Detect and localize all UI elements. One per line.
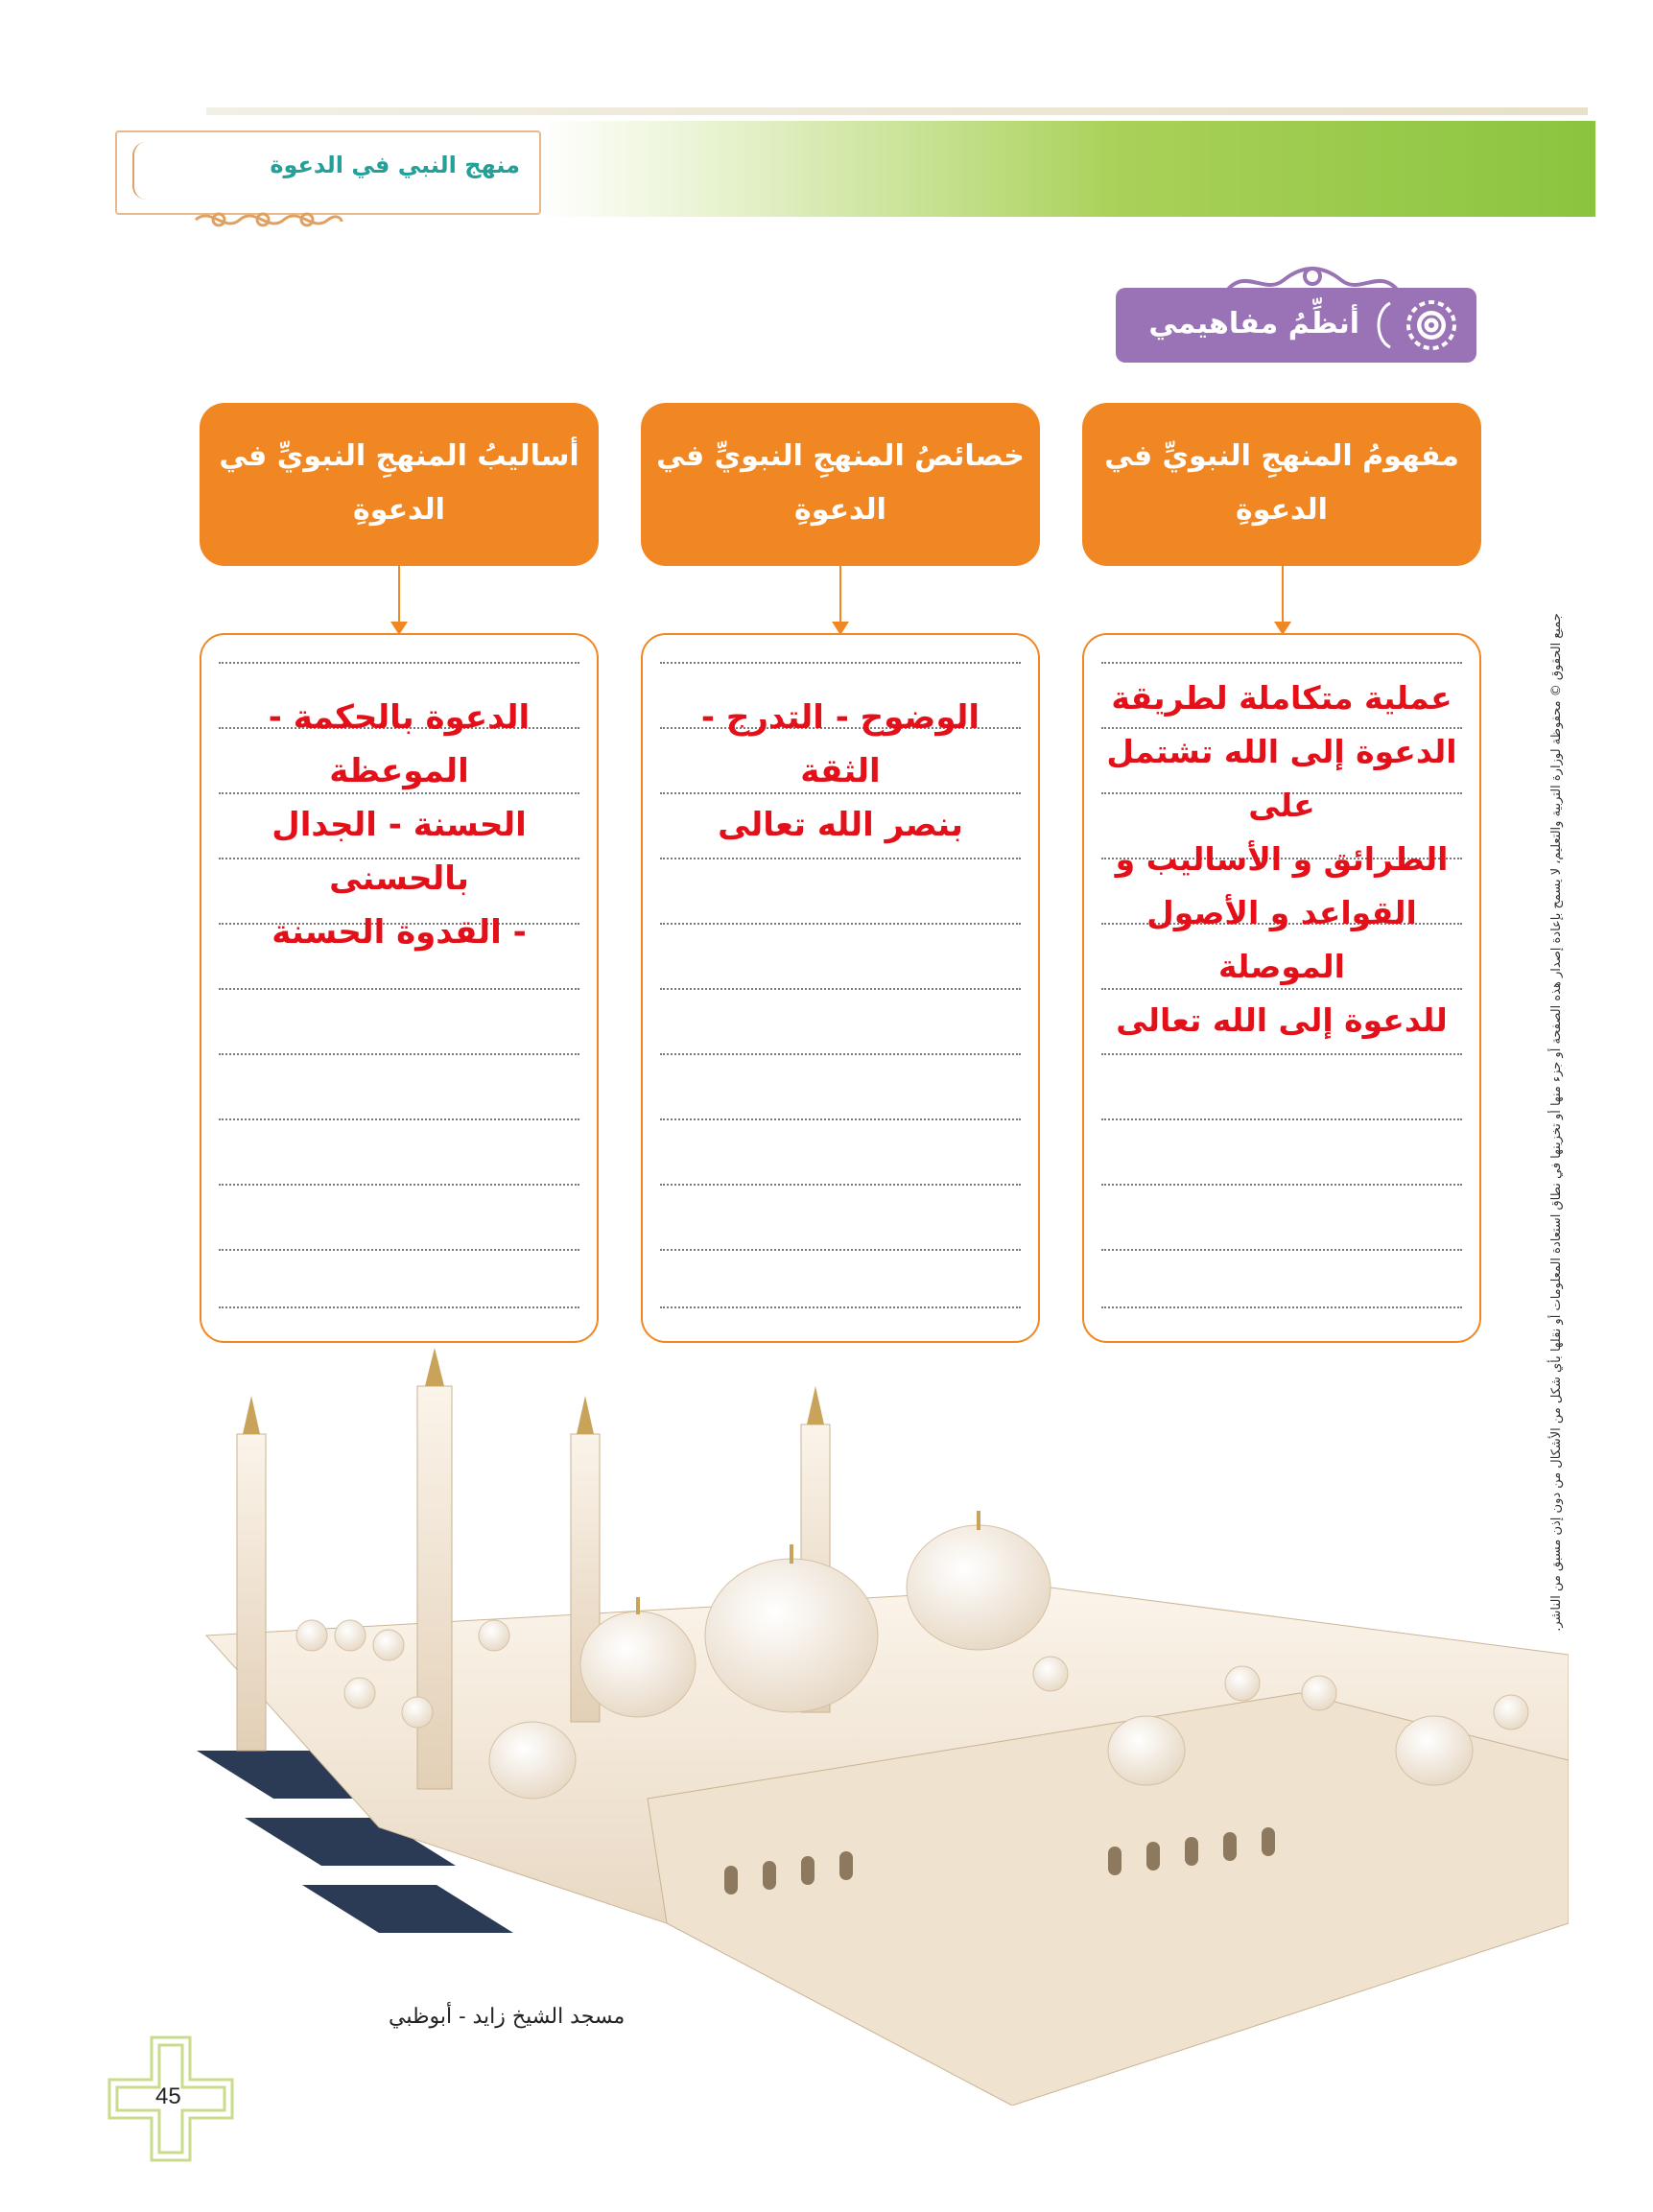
answer-line: الوضوح - التدرج - الثقة <box>700 698 980 790</box>
writing-line <box>660 923 1021 925</box>
handwritten-answer <box>217 691 581 959</box>
page-number: 45 <box>155 2083 181 2109</box>
lesson-title: منهج النبي في الدعوة <box>270 152 520 178</box>
handwritten-answer <box>658 691 1023 852</box>
answer-line: بنصر الله تعالى <box>718 806 963 844</box>
writing-line <box>1101 1118 1462 1120</box>
writing-line <box>660 662 1021 664</box>
writing-line <box>1101 1053 1462 1055</box>
answer-line: القواعد و الأصول الموصلة <box>1146 894 1417 985</box>
writing-line <box>660 858 1021 859</box>
scroll-ornament-icon <box>192 206 345 233</box>
characteristics-answer-box <box>641 633 1040 1343</box>
section-label: أنظِّمُ مفاهيمي <box>1148 307 1359 341</box>
handwritten-answer <box>1099 671 1464 1047</box>
writing-line <box>219 1118 579 1120</box>
heading-line: خصائصُ المنهجِ النبويِّ في <box>656 439 1025 473</box>
writing-line <box>219 1184 579 1186</box>
writing-line <box>219 1249 579 1251</box>
image-caption: مسجد الشيخ زايد - أبوظبي <box>389 2005 626 2029</box>
writing-line <box>1101 662 1462 664</box>
answer-line: للدعوة إلى الله تعالى <box>1116 1001 1448 1039</box>
answer-line: الدعوة إلى الله تشتمل على <box>1106 733 1457 824</box>
mosque-illustration <box>187 1348 1569 2106</box>
methods-answer-box <box>200 633 599 1343</box>
writing-line <box>660 1053 1021 1055</box>
writing-line <box>219 1306 579 1308</box>
writing-line <box>1101 1249 1462 1251</box>
concept-heading <box>1082 403 1481 566</box>
writing-line <box>219 1053 579 1055</box>
copyright-text: جميع الحقوق © محفوظة لوزارة التربية والتعليم، لا يسمح بإعادة إصدار هذه الصفحة أو جزء منها أو تخزينها في نطاق استعادة المعلومات أو نقلها بأي شكل من الأشكال من دون إذن مسبق من الناشر. <box>1549 613 1564 1632</box>
answer-line: الطرائق و الأساليب و <box>1115 840 1449 878</box>
header-tab <box>115 130 541 215</box>
heading-line: الدعوةِ <box>794 493 886 527</box>
arrow-down-icon <box>1282 566 1284 631</box>
writing-line <box>660 1249 1021 1251</box>
writing-line <box>660 988 1021 990</box>
bracket-icon <box>1371 301 1394 349</box>
heading-line: الدعوةِ <box>353 493 445 527</box>
header-rule <box>206 107 1588 115</box>
heading-line: مفهومُ المنهجِ النبويِّ في <box>1104 439 1459 473</box>
writing-line <box>1101 1306 1462 1308</box>
curl-ornament-icon <box>132 142 159 200</box>
concept-answer-box <box>1082 633 1481 1343</box>
writing-line <box>660 1118 1021 1120</box>
writing-line <box>660 1184 1021 1186</box>
characteristics-heading <box>641 403 1040 566</box>
writing-line <box>219 988 579 990</box>
section-pill <box>1116 288 1476 363</box>
writing-line <box>1101 1184 1462 1186</box>
heading-line: الدعوةِ <box>1236 493 1328 527</box>
methods-heading <box>200 403 599 566</box>
writing-line <box>219 662 579 664</box>
gear-target-icon <box>1405 299 1457 351</box>
answer-line: - القدوة الحسنة <box>272 913 527 952</box>
header-band <box>537 121 1595 217</box>
arrow-down-icon <box>839 566 841 631</box>
answer-line: عملية متكاملة لطريقة <box>1111 679 1452 717</box>
heading-line: أساليبُ المنهجِ النبويِّ في <box>219 439 579 473</box>
writing-line <box>660 1306 1021 1308</box>
arrow-down-icon <box>398 566 400 631</box>
answer-line: الدعوة بالحكمة - الموعظة <box>268 698 531 790</box>
answer-line: الحسنة - الجدال بالحسنى <box>272 806 527 898</box>
